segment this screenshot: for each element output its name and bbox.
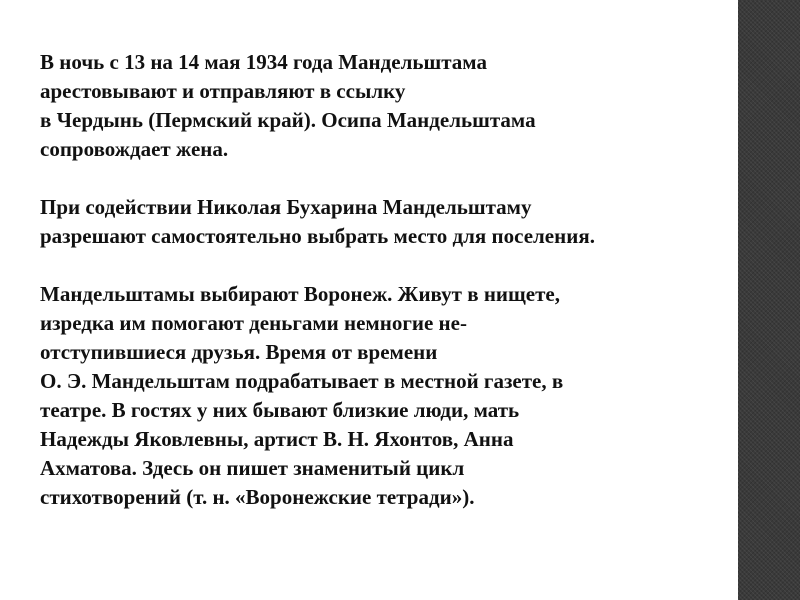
text-line: арестовывают и отправляют в ссылку	[40, 79, 406, 103]
text-line: театре. В гостях у них бывают близкие люди, мать	[40, 398, 520, 422]
paragraph-bukharin	[40, 193, 760, 251]
paragraph-voronezh	[40, 280, 760, 512]
text-line: Мандельштамы выбирают Воронеж. Живут в нищете,	[40, 282, 560, 306]
text-line: О. Э. Мандельштам подрабатывает в местной газете, в	[40, 369, 564, 393]
text-line: Надежды Яковлевны, артист В. Н. Яхонтов, Анна	[40, 427, 514, 451]
text-line: изредка им помогают деньгами немногие не-	[40, 311, 467, 335]
text-line: сопровождает жена.	[40, 137, 229, 161]
text-line: В ночь с 13 на 14 мая 1934 года Мандельштама	[40, 50, 487, 74]
paragraph-arrest	[40, 48, 760, 164]
text-line: Ахматова. Здесь он пишет знаменитый цикл	[40, 456, 465, 480]
slide-text	[40, 48, 760, 512]
text-line: разрешают самостоятельно выбрать место для поселения.	[40, 224, 595, 248]
text-line: стихотворений (т. н. «Воронежские тетради»).	[40, 485, 475, 509]
text-line: отступившиеся друзья. Время от времени	[40, 340, 438, 364]
text-line: При содействии Николая Бухарина Мандельштаму	[40, 195, 532, 219]
decorative-side-bar	[738, 0, 800, 600]
text-line: в Чердынь (Пермский край). Осипа Мандельштама	[40, 108, 536, 132]
